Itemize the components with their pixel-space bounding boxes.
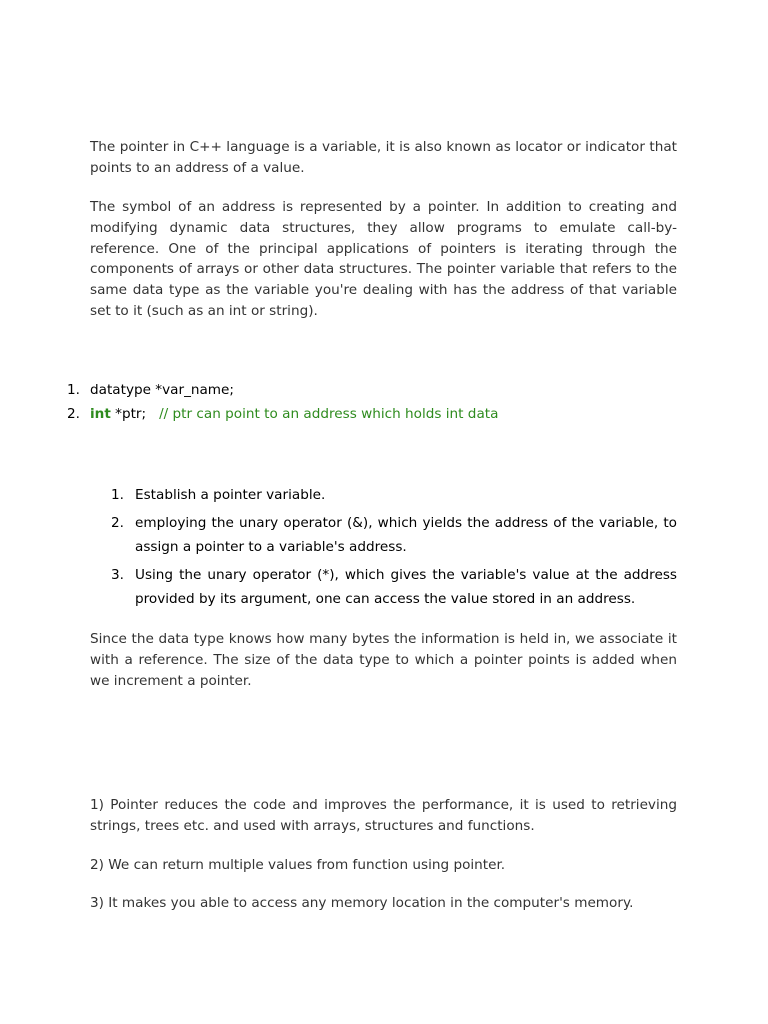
advantage-item: 1) Pointer reduces the code and improves the performance, it is used to retrieving strings, trees etc. and used with arrays, structures and functions. [90,797,677,834]
list-item [90,563,677,611]
code-block [50,378,690,426]
code-comment: // ptr can point to an address which holds int data [159,406,499,422]
code-line [50,402,690,426]
list-item-text: employing the unary operator (&), which yields the address of the variable, to assign a pointer to a variable's address. [135,515,677,555]
symbol-paragraph: The symbol of an address is represented by a pointer. In addition to creating and modifying dynamic data structures, they allow programs to emulate call-by-reference. One of the principal applications of pointers is iterating through the components of arrays or other data structures. The pointer variable that refers to the same data type as the variable you're dealing with has the address of that variable set to it (such as an int or string). [90,199,677,319]
list-item-number: 3. [111,567,124,583]
code-line [50,378,690,402]
code-line-text: datatype *var_name; [90,382,234,398]
code-line-number: 1. [67,382,80,398]
list-item [90,511,677,559]
code-keyword: int [90,406,111,422]
list-item-number: 2. [111,515,124,531]
list-item [90,483,677,507]
advantage-item: 2) We can return multiple values from function using pointer. [90,857,506,873]
datatype-paragraph: Since the data type knows how many bytes the information is held in, we associate it with a reference. The size of the data type to which a pointer points is added when we increment a pointer. [90,631,677,689]
list-item-text: Establish a pointer variable. [135,487,326,503]
advantage-item: 3) It makes you able to access any memory location in the computer's memory. [90,895,634,911]
code-line-text: *ptr; [110,406,160,422]
code-line-content [90,402,498,426]
steps-list [90,483,677,615]
list-item-text: Using the unary operator (*), which gives the variable's value at the address provided by its argument, one can access the value stored in an address. [135,567,677,607]
list-item-number: 1. [111,487,124,503]
intro-paragraph: The pointer in C++ language is a variable, it is also known as locator or indicator that points to an address of a value. [90,139,677,176]
code-line-number: 2. [67,406,80,422]
